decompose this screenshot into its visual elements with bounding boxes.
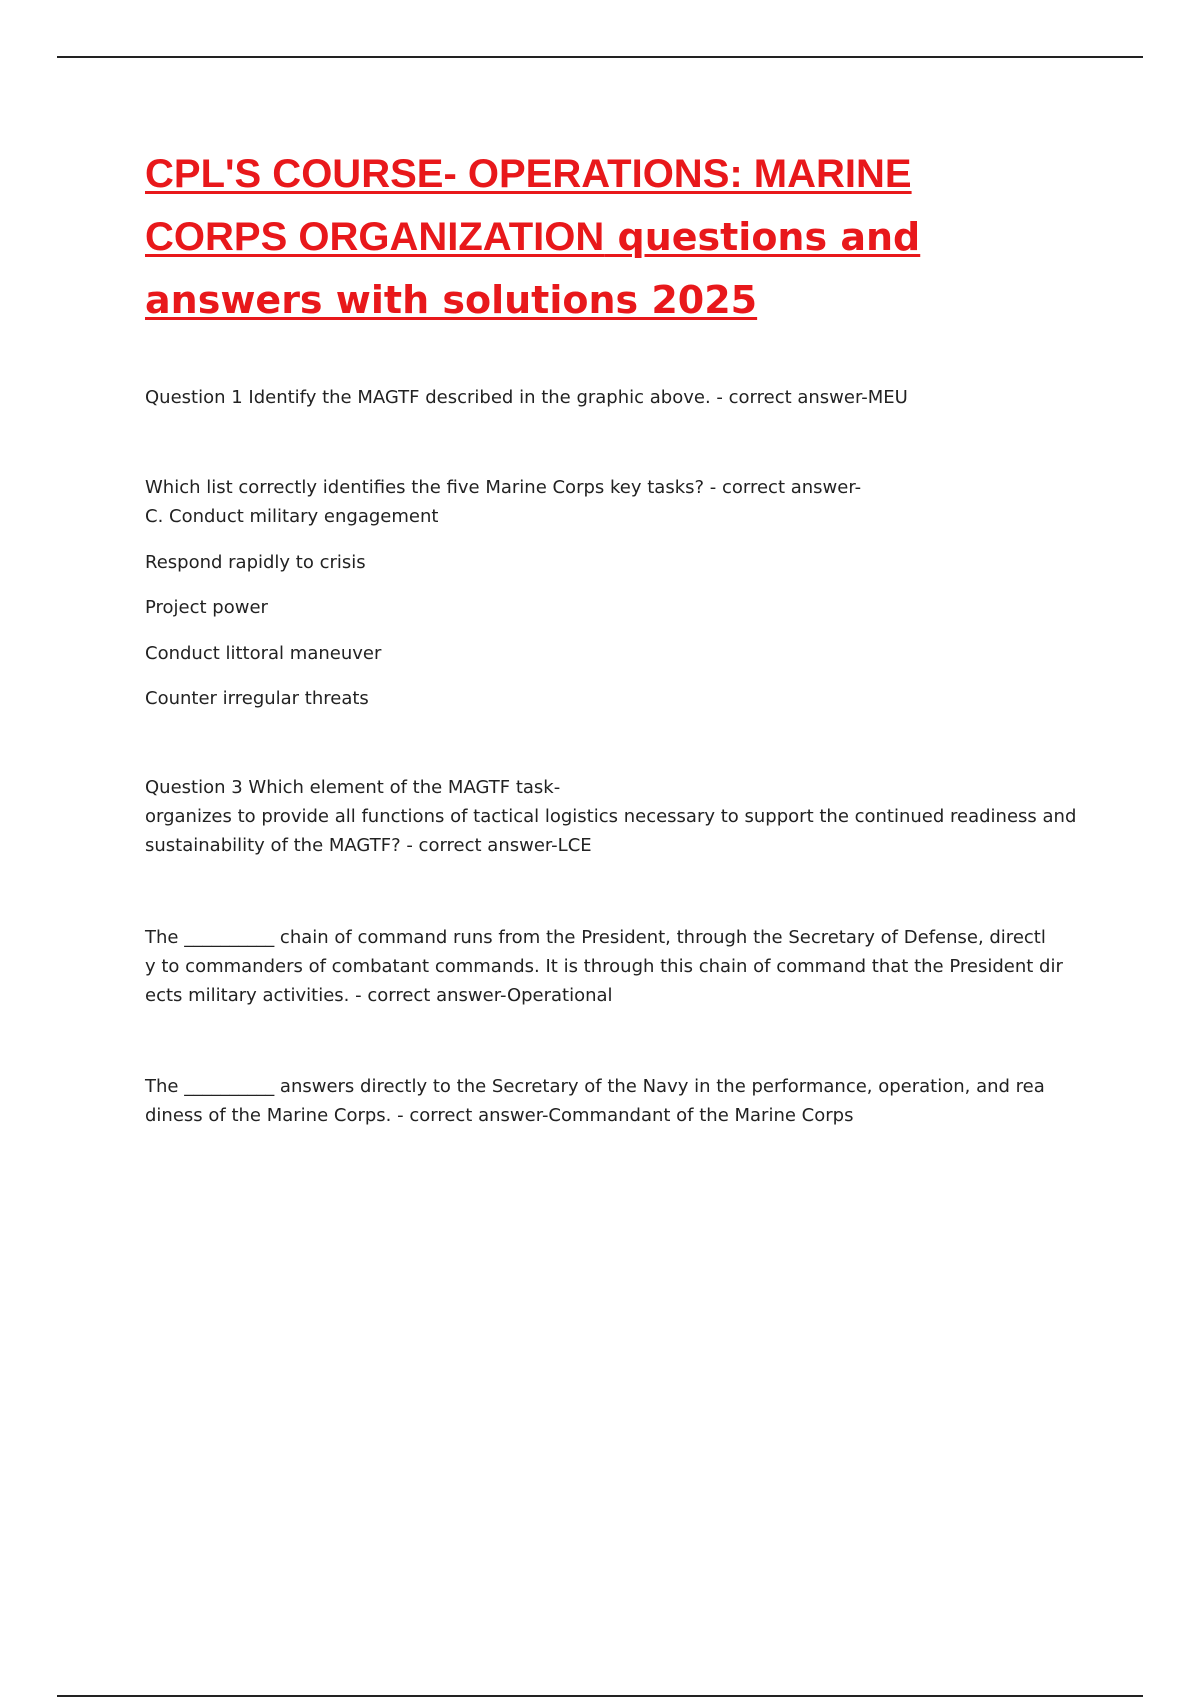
question-3-line: organizes to provide all functions of tactical logistics necessary to support the continued readiness and bbox=[145, 806, 1077, 827]
title-line-3: answers with solutions 2025 bbox=[145, 278, 758, 322]
question-4-line: ects military activities. - correct answer-Operational bbox=[145, 985, 613, 1006]
question-5 bbox=[145, 1072, 1090, 1130]
title-line-2-part-2: questions and bbox=[604, 215, 921, 259]
question-2 bbox=[145, 473, 1090, 531]
question-4-line: y to commanders of combatant commands. It is through this chain of command that the President dir bbox=[145, 956, 1063, 977]
document-title bbox=[145, 143, 1105, 332]
question-5-line: diness of the Marine Corps. - correct answer-Commandant of the Marine Corps bbox=[145, 1105, 854, 1126]
top-rule bbox=[57, 56, 1143, 58]
bottom-rule bbox=[57, 1695, 1143, 1697]
title-line-1: CPL'S COURSE- OPERATIONS: MARINE bbox=[145, 152, 912, 196]
question-3-line: sustainability of the MAGTF? - correct answer-LCE bbox=[145, 835, 592, 856]
key-task-item: Respond rapidly to crisis bbox=[145, 552, 366, 573]
question-4 bbox=[145, 923, 1090, 1010]
key-task-item: Conduct littoral maneuver bbox=[145, 643, 382, 664]
title-line-2-part-1: CORPS ORGANIZATION bbox=[145, 215, 605, 259]
question-1-text: Question 1 Identify the MAGTF described in the graphic above. - correct answer-MEU bbox=[145, 387, 908, 408]
question-3 bbox=[145, 773, 1090, 860]
question-1 bbox=[145, 383, 1090, 412]
key-task-item: Counter irregular threats bbox=[145, 688, 369, 709]
question-2-line: C. Conduct military engagement bbox=[145, 506, 439, 527]
question-4-line: The __________ chain of command runs from the President, through the Secretary of Defense, directl bbox=[145, 927, 1046, 948]
question-5-line: The __________ answers directly to the Secretary of the Navy in the performance, operation, and rea bbox=[145, 1076, 1045, 1097]
question-3-line: Question 3 Which element of the MAGTF task- bbox=[145, 777, 561, 798]
key-task-item: Project power bbox=[145, 597, 268, 618]
question-2-line: Which list correctly identifies the five Marine Corps key tasks? - correct answer- bbox=[145, 477, 862, 498]
title-line-2 bbox=[145, 206, 1105, 269]
